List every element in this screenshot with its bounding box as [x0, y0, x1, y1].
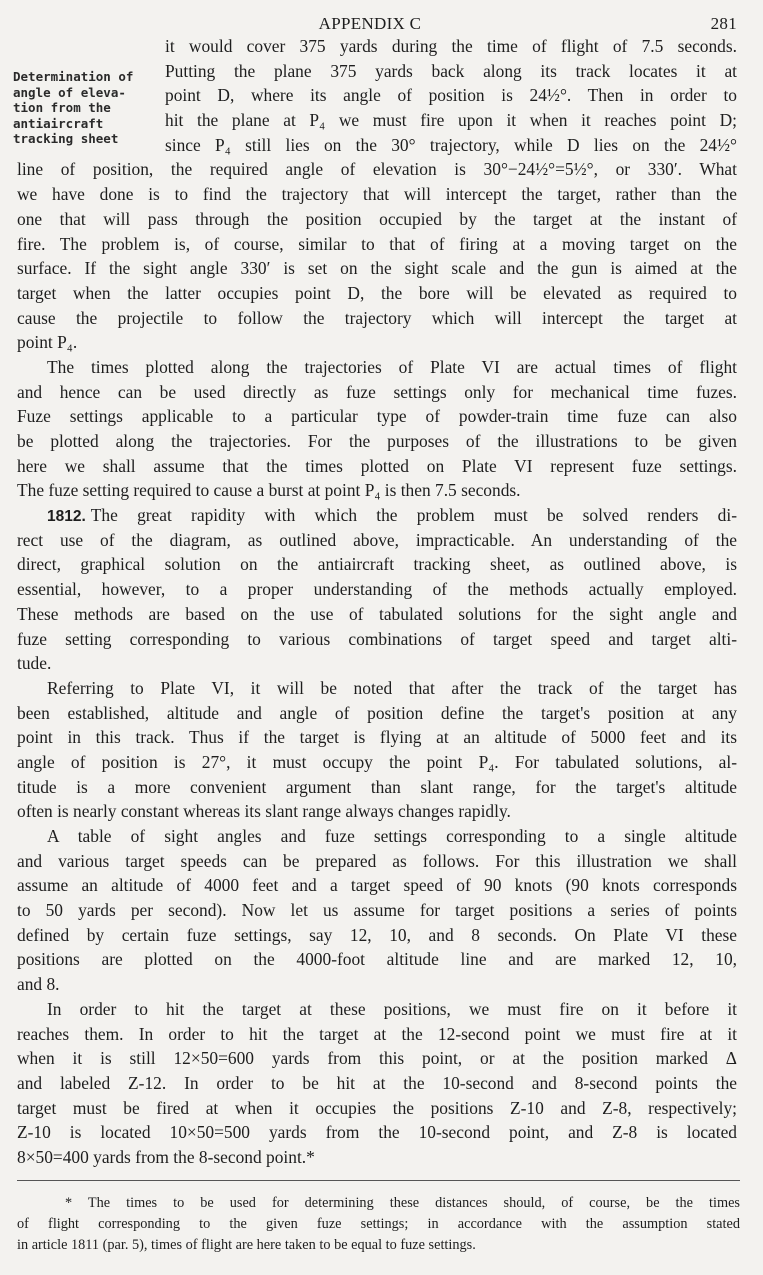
text-line: Z-10 is located 10×50=500 yards from the 10-second point, and Z-8 is located: [17, 1122, 737, 1143]
text-line: hit the plane at P₄ we must fire upon it when it reaches point D;: [165, 110, 737, 131]
text-line: here we shall assume that the times plotted on Plate VI represent fuze settings.: [17, 455, 737, 476]
margin-note-line: angle of eleva-: [13, 84, 126, 100]
footnote-divider: [17, 1180, 740, 1181]
page-number: 281: [710, 14, 737, 33]
footnote-line: of flight corresponding to the given fuze settings; in accordance with the assumption stated: [17, 1216, 740, 1232]
text-line: one that will pass through the position occupied by the target at the instant of: [17, 208, 737, 229]
footnote: [17, 1193, 740, 1256]
text-line: positions are plotted on the 4000-foot altitude line and are marked 12, 10,: [17, 949, 737, 970]
text-line: and 8.: [17, 974, 60, 995]
text-line: and hence can be used directly as fuze settings only for mechanical time fuzes.: [17, 381, 737, 402]
text-line: been established, altitude and angle of position define the target's position at any: [17, 702, 737, 723]
text-line: target when the latter occupies point D, the bore will be elevated as required to: [17, 282, 737, 303]
article-number: 1812.: [47, 508, 86, 526]
text-line: assume an altitude of 4000 feet and a target speed of 90 knots (90 knots corresponds: [17, 875, 737, 896]
text-line: since P₄ still lies on the 30° trajectory, while D lies on the 24½°: [165, 134, 737, 155]
text-line: fuze setting corresponding to various combinations of target speed and target alti-: [17, 628, 737, 649]
text-line: Fuze settings applicable to a particular type of powder-train time fuze can also: [17, 406, 737, 427]
margin-note-line: tracking sheet: [13, 131, 119, 147]
margin-note-line: Determination of: [13, 69, 134, 84]
text-line: direct, graphical solution on the antiaircraft tracking sheet, as outlined above, is: [17, 554, 737, 575]
text-line: and various target speeds can be prepared as follows. For this illustration we shall: [17, 850, 737, 871]
text-line: In order to hit the target at these positions, we must fire on it before it: [47, 998, 737, 1019]
text-line: A table of sight angles and fuze settings corresponding to a single altitude: [47, 826, 737, 846]
text-line: point in this track. Thus if the target is flying at an altitude of 5000 feet and its: [17, 727, 737, 748]
footnote-line: in article 1811 (par. 5), times of flight are here taken to be equal to fuze settings.: [17, 1237, 476, 1253]
text-line: it would cover 375 yards during the time of flight of 7.5 seconds.: [165, 36, 737, 56]
body-text: [17, 34, 737, 1170]
text-line: point D, where its angle of position is 24½°. Then in order to: [165, 85, 737, 106]
text-line: rect use of the diagram, as outlined above, impracticable. An understanding of the: [17, 529, 737, 550]
text-line: cause the projectile to follow the trajectory which will intercept the target at: [17, 307, 737, 328]
text-line: angle of position is 27°, it must occupy the point P₄. For tabulated solutions, al-: [17, 751, 737, 772]
text-line: to 50 yards per second). Now let us assume for target positions a series of points: [17, 900, 737, 921]
text-line: point P₄.: [17, 332, 78, 353]
text-line: 8×50=400 yards from the 8-second point.*: [17, 1146, 315, 1167]
text-line: we have done is to find the trajectory that will intercept the target, rather than the: [17, 184, 737, 205]
text-line: when it is still 12×50=600 yards from this point, or at the position marked Δ: [17, 1048, 737, 1069]
text-line: often is nearly constant whereas its slant range always changes rapidly.: [17, 801, 511, 822]
text-line: The fuze setting required to cause a burst at point P₄ is then 7.5 seconds.: [17, 480, 521, 501]
text-line: target must be fired at when it occupies the positions Z-10 and Z-8, respectively;: [17, 1097, 737, 1118]
text-line: Putting the plane 375 yards back along its track locates it at: [165, 60, 737, 81]
text-line-content: The great rapidity with which the problem must be solved renders di-: [90, 505, 737, 526]
text-line: These methods are based on the use of tabulated solutions for the sight angle and: [17, 603, 737, 624]
text-line: Referring to Plate VI, it will be noted that after the track of the target has: [47, 677, 737, 698]
text-line: The times plotted along the trajectories of Plate VI are actual times of flight: [47, 356, 737, 377]
text-line: reaches them. In order to hit the target at the 12-second point we must fire at it: [17, 1023, 737, 1044]
margin-note-line: tion from the: [13, 100, 111, 116]
text-line: and labeled Z-12. In order to be hit at the 10-second and 8-second points the: [17, 1072, 737, 1093]
text-line: defined by certain fuze settings, say 12, 10, and 8 seconds. On Plate VI these: [17, 924, 737, 945]
footnote-line: * The times to be used for determining these distances should, of course, be the times: [65, 1195, 740, 1211]
text-line: surface. If the sight angle 330′ is set on the sight scale and the gun is aimed at the: [17, 258, 737, 279]
text-line: tude.: [17, 653, 52, 674]
text-line: titude is a more convenient argument than slant range, for the target's altitude: [17, 776, 737, 797]
text-line: be plotted along the trajectories. For the purposes of the illustrations to be given: [17, 431, 737, 451]
text-line: essential, however, to a proper understanding of the methods actually employed.: [17, 579, 737, 600]
text-line: [17, 503, 737, 528]
margin-note-line: antiaircraft: [13, 115, 104, 131]
text-line: fire. The problem is, of course, similar to that of firing at a moving target on the: [17, 233, 737, 254]
running-head: APPENDIX C: [318, 14, 422, 33]
text-line: line of position, the required angle of elevation is 30°−24½°=5½°, or 330′. What: [17, 159, 737, 180]
